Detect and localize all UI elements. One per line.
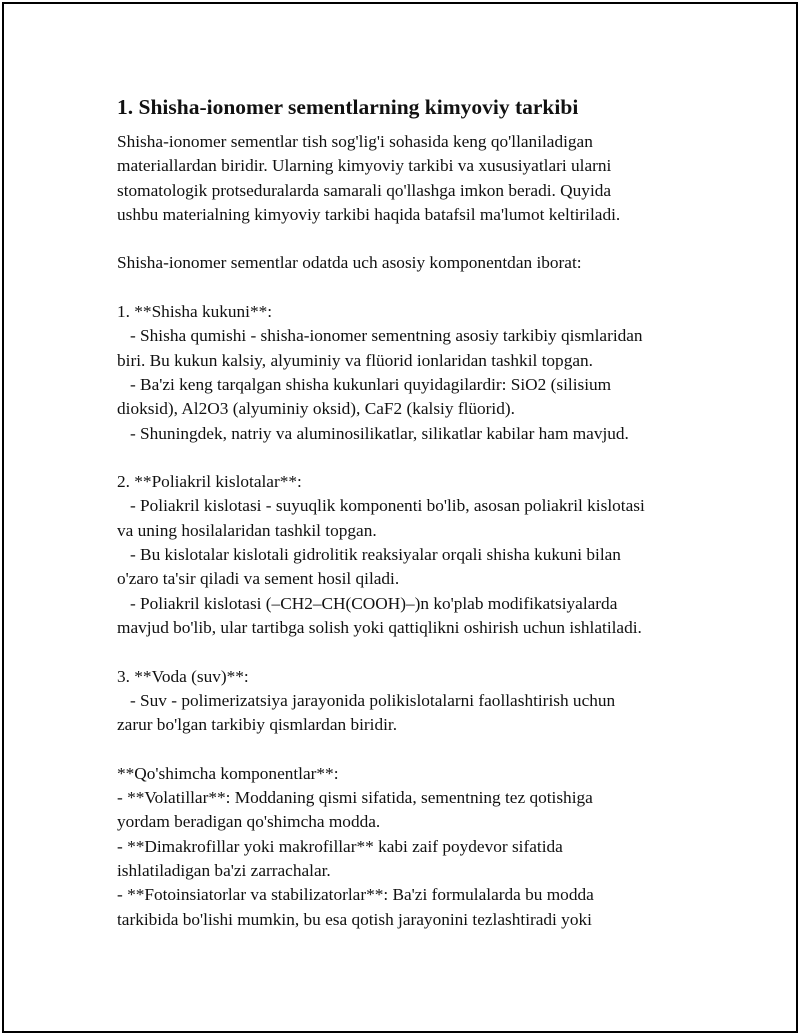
text-line: - Suv - polimerizatsiya jarayonida polikislotalarni faollashtirish uchun (117, 690, 616, 710)
document-body (117, 92, 692, 932)
text-line: - **Dimakrofillar yoki makrofillar** kabi zaif poydevor sifatida (117, 836, 563, 856)
text-line: zarur bo'lgan tarkibiy qismlardan biridir. (117, 715, 398, 735)
text-line: - Shuningdek, natriy va aluminosilikatlar, silikatlar kabilar ham mavjud. (117, 423, 629, 443)
text-line: Shisha-ionomer sementlar tish sog'lig'i sohasida keng qo'llaniladigan (117, 132, 593, 151)
section-polyacrylic-acids (117, 470, 692, 640)
text-line: - Poliakril kislotasi - suyuqlik komponenti bo'lib, asosan poliakril kislotasi (117, 496, 645, 516)
text-line: dioksid), Al2O3 (alyuminiy oksid), CaF2 (kalsiy flüorid). (117, 399, 515, 419)
text-line: stomatologik protseduralarda samarali qo'llashga imkon beradi. Quyida (117, 180, 612, 200)
section-additional-components (117, 762, 692, 932)
text-line: ishlatiladigan ba'zi zarrachalar. (117, 860, 331, 880)
text-line: - Shisha qumishi - shisha-ionomer sementning asosiy tarkibiy qismlaridan (117, 326, 643, 346)
section-water (117, 665, 692, 738)
section-heading: 2. **Poliakril kislotalar**: (117, 472, 302, 492)
document-title: 1. Shisha-ionomer sementlarning kimyoviy tarkibi (117, 95, 579, 119)
paragraph-gap (117, 276, 692, 300)
text-line: - Poliakril kislotasi (–CH2–CH(COOH)–)n ko'plab modifikatsiyalarda (117, 593, 618, 613)
section-heading: **Qo'shimcha komponentlar**: (117, 763, 339, 783)
paragraph-gap (117, 446, 692, 470)
section-heading: 3. **Voda (suv)**: (117, 666, 249, 686)
text-line: mavjud bo'lib, ular tartibga solish yoki qattiqlikni oshirish uchun ishlatiladi. (117, 617, 642, 637)
text-line: - **Fotoinsiatorlar va stabilizatorlar**: Ba'zi formulalarda bu modda (117, 885, 594, 905)
text-line: biri. Bu kukun kalsiy, alyuminiy va flüorid ionlaridan tashkil topgan. (117, 350, 593, 370)
text-line: materiallardan biridir. Ularning kimyoviy tarkibi va xususiyatlari ularni (117, 156, 612, 176)
paragraph-gap (117, 640, 692, 664)
paragraph-gap (117, 737, 692, 761)
section-glass-powder (117, 300, 692, 446)
components-intro: Shisha-ionomer sementlar odatda uch asosiy komponentdan iborat: (117, 253, 582, 273)
text-line: va uning hosilalaridan tashkil topgan. (117, 520, 377, 540)
text-line: yordam beradigan qo'shimcha modda. (117, 812, 381, 832)
section-heading: 1. **Shisha kukuni**: (117, 302, 273, 322)
text-line: tarkibida bo'lishi mumkin, bu esa qotish jarayonini tezlashtiradi yoki (117, 909, 592, 929)
intro-paragraph (117, 130, 692, 227)
text-line: - Ba'zi keng tarqalgan shisha kukunlari quyidagilardir: SiO2 (silisium (117, 374, 612, 394)
paragraph-gap (117, 227, 692, 251)
text-line: o'zaro ta'sir qiladi va sement hosil qiladi. (117, 569, 400, 589)
text-line: - **Volatillar**: Moddaning qismi sifatida, sementning tez qotishiga (117, 788, 593, 808)
text-line: - Bu kislotalar kislotali gidrolitik reaksiyalar orqali shisha kukuni bilan (117, 545, 621, 565)
text-line: ushbu materialning kimyoviy tarkibi haqida batafsil ma'lumot keltiriladi. (117, 204, 621, 224)
